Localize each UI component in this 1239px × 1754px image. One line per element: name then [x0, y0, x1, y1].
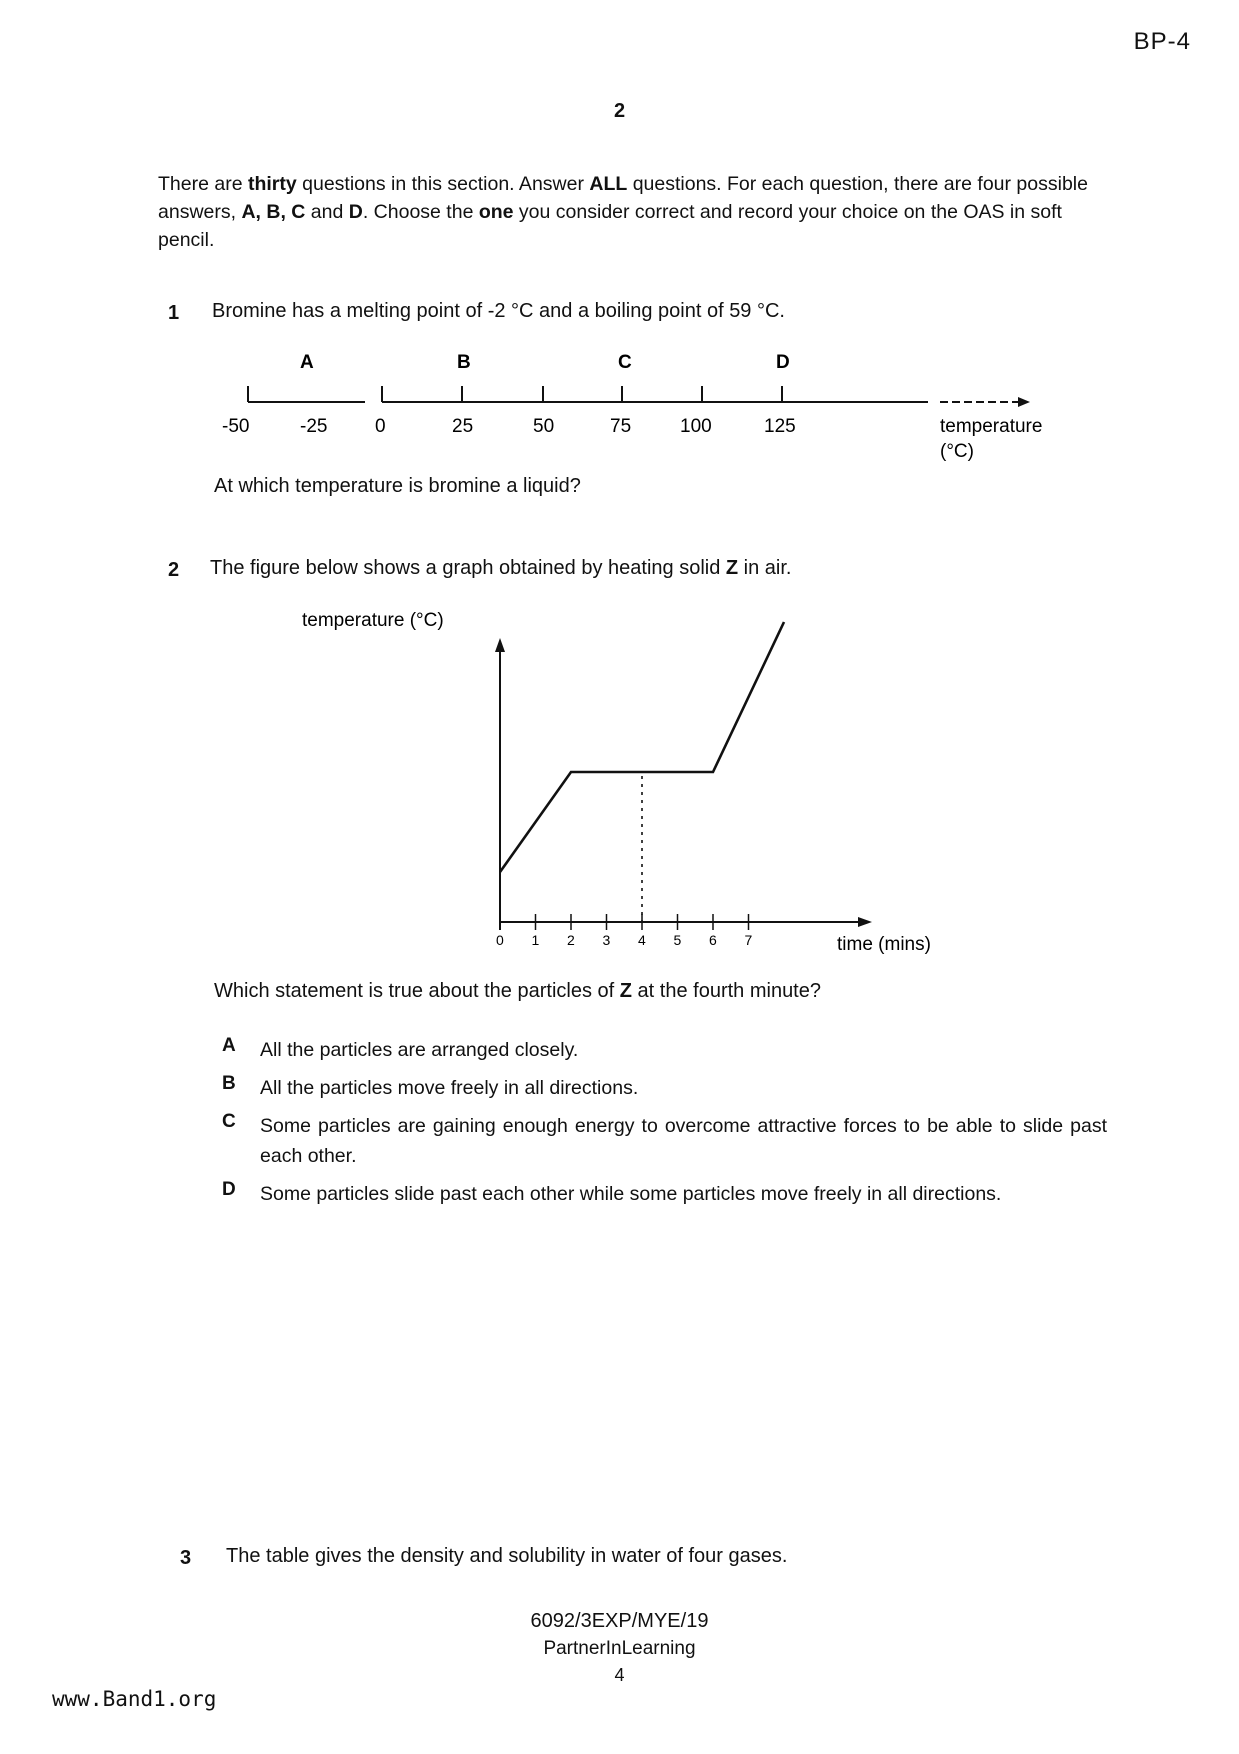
number-line-tick-label: 50 [533, 416, 555, 437]
chart-xlabel: time (mins) [837, 934, 931, 955]
question-2-prompt-text: Which statement is true about the particles of [214, 980, 620, 1002]
number-line-tick-label: 25 [452, 416, 474, 437]
question-3-number: 3 [180, 1547, 192, 1569]
question-1-stem: Bromine has a melting point of -2 °C and a boiling point of 59 °C. [212, 300, 785, 322]
chart-x-tick-label: 5 [673, 932, 682, 948]
corner-label: BP-4 [1133, 28, 1191, 55]
chart-x-tick-label: 6 [709, 932, 717, 948]
axis-label-temperature: temperature [940, 416, 1043, 437]
question-2-stem [210, 557, 791, 580]
question-3-stem: The table gives the density and solubility in water of four gases. [226, 1545, 788, 1567]
intro-text-4: and [305, 201, 349, 223]
chart-x-ticks [496, 914, 753, 948]
heating-curve-chart [290, 600, 990, 970]
intro-text-5: . Choose the [362, 201, 479, 223]
intro-bold-abc: A, B, C [241, 201, 306, 223]
intro-text-1: There are [158, 173, 248, 195]
number-line-tick-label: -25 [300, 416, 328, 437]
chart-x-tick-label: 2 [567, 932, 575, 948]
number-line-option-letter: C [618, 352, 632, 373]
number-line-ticks [222, 386, 796, 437]
intro-text-6: you consider correct and record your choice on the OAS in soft pencil. [158, 201, 1062, 251]
chart-x-tick-label: 1 [531, 932, 540, 948]
intro-bold-all: ALL [589, 173, 628, 195]
answer-option-b[interactable] [222, 1073, 1107, 1103]
chart-x-tick-label: 0 [496, 932, 504, 948]
number-line-option-letter: D [776, 352, 790, 373]
number-line-option-letter: A [300, 352, 314, 373]
chart-x-tick-label: 7 [744, 932, 753, 948]
chart-x-tick-label: 3 [602, 932, 611, 948]
answer-options [222, 1035, 1107, 1209]
number-line-arrowhead [1018, 397, 1030, 407]
footer-sheet-number: 4 [614, 1665, 625, 1685]
question-2-stem-text: The figure below shows a graph obtained by heating solid [210, 557, 726, 579]
option-text: Some particles slide past each other while some particles move freely in all directions. [260, 1183, 1002, 1205]
intro-bold-d: D [348, 201, 363, 223]
question-1-number: 1 [168, 302, 180, 324]
question-2-stem-end: in air. [738, 557, 792, 579]
option-letter: A [222, 1035, 236, 1056]
option-letter: C [222, 1111, 236, 1132]
footer-paper-code: 6092/3EXP/MYE/19 [530, 1610, 709, 1632]
question-1-prompt: At which temperature is bromine a liquid? [214, 475, 581, 497]
option-text: Some particles are gaining enough energy to overcome attractive forces to be able to slide past each other. [260, 1115, 1107, 1167]
question-2-stem-bold: Z [725, 557, 739, 579]
answer-option-a[interactable] [222, 1035, 1107, 1065]
intro-text-2: questions in this section. Answer [296, 173, 590, 195]
chart-x-arrowhead [858, 917, 872, 927]
section-instructions [158, 170, 1098, 254]
question-2-prompt-end: at the fourth minute? [631, 980, 821, 1002]
axis-label-unit: (°C) [940, 441, 974, 462]
chart-x-tick-label: 4 [638, 932, 646, 948]
number-line-option-letter: B [457, 352, 471, 373]
intro-text-3: questions. For each question, there are four possible answers, [158, 173, 1088, 223]
option-text: All the particles are arranged closely. [260, 1039, 579, 1061]
option-letter: B [222, 1073, 236, 1094]
number-line-tick-label: 100 [680, 416, 712, 437]
number-line-tick-label: 75 [610, 416, 632, 437]
page-number: 2 [613, 100, 626, 122]
intro-bold-one: one [478, 201, 514, 223]
option-letter-group [300, 352, 790, 373]
number-line-tick-label: -50 [222, 416, 250, 437]
temperature-number-line [200, 340, 1100, 470]
question-2-prompt-bold: Z [619, 980, 632, 1002]
option-letter: D [222, 1179, 236, 1200]
answer-option-c[interactable] [222, 1111, 1107, 1171]
answer-option-d[interactable] [222, 1179, 1107, 1209]
option-text: All the particles move freely in all directions. [260, 1077, 639, 1099]
chart-ylabel: temperature (°C) [302, 610, 444, 631]
question-2-prompt [214, 980, 821, 1003]
intro-bold-thirty: thirty [247, 173, 297, 195]
number-line-tick-label: 125 [764, 416, 796, 437]
footer-website: www.Band1.org [52, 1687, 217, 1711]
number-line-tick-label: 0 [375, 416, 386, 437]
question-2-number: 2 [168, 559, 180, 581]
chart-y-arrowhead [495, 638, 505, 652]
footer-partner: PartnerInLearning [543, 1638, 696, 1659]
